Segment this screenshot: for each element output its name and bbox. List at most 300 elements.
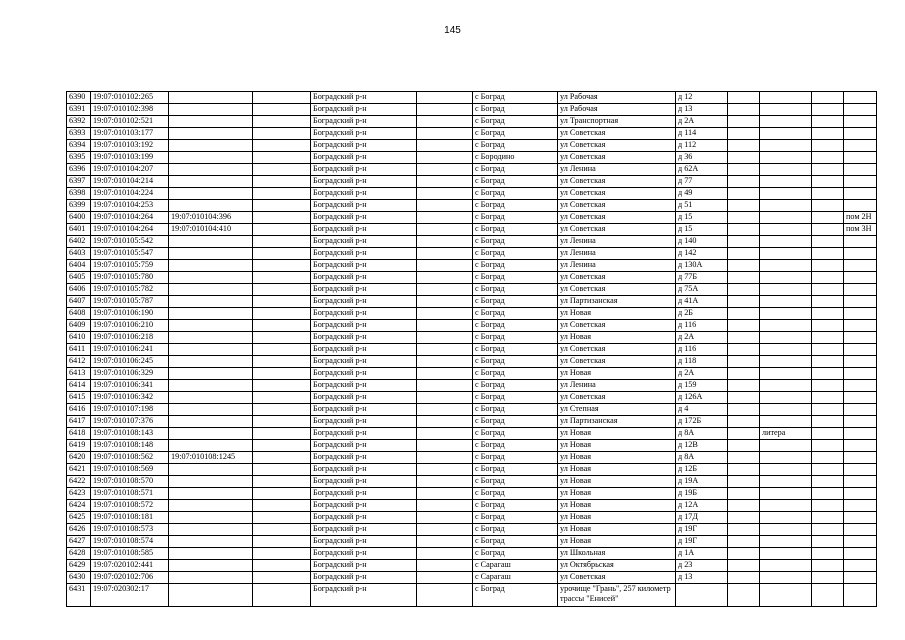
table-cell xyxy=(760,464,812,476)
table-cell: ул Новая xyxy=(558,500,676,512)
table-cell: ул Рабочая xyxy=(558,104,676,116)
table-cell xyxy=(728,356,760,368)
table-cell xyxy=(812,500,844,512)
table-cell xyxy=(760,416,812,428)
table-row xyxy=(67,272,877,284)
table-row xyxy=(67,536,877,548)
table-cell xyxy=(812,416,844,428)
table-cell: с Боград xyxy=(473,140,558,152)
table-cell: 19:07:010104:224 xyxy=(91,188,169,200)
table-cell xyxy=(760,332,812,344)
table-cell xyxy=(253,404,311,416)
table-cell: 19:07:010106:341 xyxy=(91,380,169,392)
table-cell xyxy=(169,344,253,356)
table-cell xyxy=(253,584,311,607)
table-cell xyxy=(169,296,253,308)
table-cell: д 142 xyxy=(676,248,728,260)
table-cell: д 51 xyxy=(676,200,728,212)
register-body xyxy=(67,92,877,607)
table-row xyxy=(67,572,877,584)
table-cell: 19:07:010107:376 xyxy=(91,416,169,428)
table-cell xyxy=(253,308,311,320)
table-cell: с Боград xyxy=(473,356,558,368)
table-cell xyxy=(253,152,311,164)
table-cell xyxy=(812,512,844,524)
table-cell xyxy=(169,512,253,524)
table-row xyxy=(67,344,877,356)
table-cell: с Боград xyxy=(473,284,558,296)
table-cell xyxy=(169,488,253,500)
table-cell xyxy=(253,464,311,476)
table-cell xyxy=(760,476,812,488)
table-cell xyxy=(417,380,473,392)
table-cell xyxy=(812,320,844,332)
table-cell xyxy=(253,284,311,296)
table-cell: с Боград xyxy=(473,440,558,452)
table-cell: ул Ленина xyxy=(558,164,676,176)
table-cell: д 13 xyxy=(676,104,728,116)
table-cell: 19:07:010102:521 xyxy=(91,116,169,128)
table-cell: ул Транспортная xyxy=(558,116,676,128)
table-cell: ул Советская xyxy=(558,344,676,356)
table-cell xyxy=(169,392,253,404)
table-cell: Боградский р-н xyxy=(311,212,417,224)
table-cell xyxy=(844,392,877,404)
table-cell: ул Советская xyxy=(558,272,676,284)
table-cell: 19:07:010108:573 xyxy=(91,524,169,536)
table-cell: 6415 xyxy=(67,392,91,404)
table-cell xyxy=(760,380,812,392)
table-cell xyxy=(812,200,844,212)
table-cell xyxy=(417,524,473,536)
table-cell xyxy=(253,500,311,512)
table-cell xyxy=(760,560,812,572)
table-cell: ул Ленина xyxy=(558,248,676,260)
table-cell: Боградский р-н xyxy=(311,548,417,560)
table-cell: с Боград xyxy=(473,260,558,272)
table-cell: ул Октябрьская xyxy=(558,560,676,572)
table-cell xyxy=(812,536,844,548)
table-cell: д 172Б xyxy=(676,416,728,428)
table-cell xyxy=(760,164,812,176)
table-cell: д 2А xyxy=(676,116,728,128)
table-cell xyxy=(417,260,473,272)
table-cell xyxy=(417,164,473,176)
table-cell: Боградский р-н xyxy=(311,260,417,272)
table-cell: Боградский р-н xyxy=(311,476,417,488)
table-cell xyxy=(728,308,760,320)
table-cell xyxy=(812,296,844,308)
table-cell: 19:07:010106:241 xyxy=(91,344,169,356)
table-cell xyxy=(676,584,728,607)
table-cell: ул Советская xyxy=(558,392,676,404)
table-cell xyxy=(417,584,473,607)
table-cell xyxy=(169,236,253,248)
table-row xyxy=(67,128,877,140)
table-cell: ул Новая xyxy=(558,368,676,380)
table-cell: с Боград xyxy=(473,116,558,128)
table-cell: ул Ленина xyxy=(558,260,676,272)
table-cell xyxy=(253,356,311,368)
table-cell xyxy=(844,584,877,607)
table-cell: д 41А xyxy=(676,296,728,308)
table-row xyxy=(67,392,877,404)
table-cell: с Боград xyxy=(473,416,558,428)
table-cell: ул Новая xyxy=(558,308,676,320)
table-cell xyxy=(844,200,877,212)
table-cell xyxy=(844,404,877,416)
table-cell: 19:07:010106:329 xyxy=(91,368,169,380)
table-cell: ул Новая xyxy=(558,464,676,476)
table-cell xyxy=(812,572,844,584)
table-cell: ул Новая xyxy=(558,476,676,488)
table-cell xyxy=(844,476,877,488)
table-cell: ул Советская xyxy=(558,224,676,236)
table-cell: д 12 xyxy=(676,92,728,104)
table-cell: Боградский р-н xyxy=(311,452,417,464)
table-cell: 19:07:010108:148 xyxy=(91,440,169,452)
table-cell xyxy=(728,416,760,428)
table-cell: литера xyxy=(760,428,812,440)
table-cell: Боградский р-н xyxy=(311,428,417,440)
table-cell: с Боград xyxy=(473,476,558,488)
table-cell: 6396 xyxy=(67,164,91,176)
table-row xyxy=(67,104,877,116)
table-cell: 19:07:010108:571 xyxy=(91,488,169,500)
table-cell: с Боград xyxy=(473,236,558,248)
table-cell xyxy=(253,476,311,488)
table-cell xyxy=(417,272,473,284)
table-cell xyxy=(417,488,473,500)
table-cell xyxy=(417,104,473,116)
table-cell: ул Советская xyxy=(558,572,676,584)
table-cell xyxy=(728,116,760,128)
table-cell: с Боград xyxy=(473,176,558,188)
table-cell: с Боград xyxy=(473,344,558,356)
table-cell xyxy=(728,512,760,524)
table-cell xyxy=(253,368,311,380)
table-cell xyxy=(844,248,877,260)
table-cell xyxy=(728,428,760,440)
table-cell: 6410 xyxy=(67,332,91,344)
table-cell: ул Советская xyxy=(558,152,676,164)
table-cell: 19:07:010102:265 xyxy=(91,92,169,104)
table-cell xyxy=(812,464,844,476)
table-cell xyxy=(812,548,844,560)
table-cell: Боградский р-н xyxy=(311,224,417,236)
table-cell: 19:07:010104:253 xyxy=(91,200,169,212)
table-cell xyxy=(844,488,877,500)
table-row xyxy=(67,404,877,416)
table-cell: с Боград xyxy=(473,584,558,607)
table-cell: 19:07:010104:264 xyxy=(91,212,169,224)
table-cell: д 62А xyxy=(676,164,728,176)
table-cell xyxy=(417,188,473,200)
table-cell: 19:07:010106:190 xyxy=(91,308,169,320)
table-cell: с Боград xyxy=(473,224,558,236)
table-cell: 6403 xyxy=(67,248,91,260)
table-cell: Боградский р-н xyxy=(311,176,417,188)
table-cell: 19:07:010105:782 xyxy=(91,284,169,296)
table-cell xyxy=(728,248,760,260)
table-cell: Боградский р-н xyxy=(311,572,417,584)
table-cell: Боградский р-н xyxy=(311,404,417,416)
table-cell: с Боград xyxy=(473,380,558,392)
table-cell xyxy=(417,452,473,464)
table-cell: с Боград xyxy=(473,164,558,176)
table-cell: 6409 xyxy=(67,320,91,332)
table-cell xyxy=(253,104,311,116)
table-cell: д 8А xyxy=(676,428,728,440)
table-cell: ул Советская xyxy=(558,356,676,368)
table-cell xyxy=(812,92,844,104)
table-cell xyxy=(760,296,812,308)
table-cell xyxy=(844,320,877,332)
table-cell: 19:07:010108:181 xyxy=(91,512,169,524)
table-cell xyxy=(760,320,812,332)
table-cell xyxy=(760,152,812,164)
table-cell: Боградский р-н xyxy=(311,188,417,200)
table-cell: 6408 xyxy=(67,308,91,320)
table-cell xyxy=(417,128,473,140)
table-cell: ул Советская xyxy=(558,188,676,200)
table-cell xyxy=(812,236,844,248)
table-cell xyxy=(812,488,844,500)
table-cell xyxy=(812,152,844,164)
table-cell xyxy=(812,164,844,176)
table-cell xyxy=(728,188,760,200)
table-cell xyxy=(728,140,760,152)
table-cell: 6428 xyxy=(67,548,91,560)
table-cell: 19:07:010103:177 xyxy=(91,128,169,140)
table-cell xyxy=(728,260,760,272)
table-cell xyxy=(253,512,311,524)
table-cell xyxy=(844,236,877,248)
table-cell xyxy=(844,440,877,452)
table-cell xyxy=(844,140,877,152)
table-cell xyxy=(728,392,760,404)
table-cell xyxy=(253,452,311,464)
table-cell xyxy=(169,476,253,488)
table-cell: 6418 xyxy=(67,428,91,440)
table-row xyxy=(67,116,877,128)
table-cell: с Боград xyxy=(473,248,558,260)
table-cell: с Боград xyxy=(473,488,558,500)
table-cell: Боградский р-н xyxy=(311,296,417,308)
table-cell: с Боград xyxy=(473,212,558,224)
table-cell: 6397 xyxy=(67,176,91,188)
table-cell xyxy=(728,104,760,116)
table-cell xyxy=(760,512,812,524)
table-cell: с Сарагаш xyxy=(473,560,558,572)
table-cell: Боградский р-н xyxy=(311,236,417,248)
table-cell: с Боград xyxy=(473,332,558,344)
table-cell: 6424 xyxy=(67,500,91,512)
table-cell: ул Новая xyxy=(558,332,676,344)
table-cell: 19:07:010108:574 xyxy=(91,536,169,548)
table-cell: Боградский р-н xyxy=(311,440,417,452)
table-cell: ул Новая xyxy=(558,488,676,500)
table-cell xyxy=(844,116,877,128)
table-cell xyxy=(728,344,760,356)
table-cell: д 17Д xyxy=(676,512,728,524)
table-cell xyxy=(844,260,877,272)
table-cell xyxy=(812,128,844,140)
table-cell: д 36 xyxy=(676,152,728,164)
table-cell xyxy=(728,368,760,380)
table-cell xyxy=(417,152,473,164)
table-cell: ул Советская xyxy=(558,320,676,332)
table-cell xyxy=(417,476,473,488)
table-cell: 19:07:010103:192 xyxy=(91,140,169,152)
table-cell: 19:07:010104:264 xyxy=(91,224,169,236)
table-cell xyxy=(169,428,253,440)
table-cell xyxy=(253,260,311,272)
table-cell xyxy=(844,380,877,392)
table-cell xyxy=(812,140,844,152)
table-cell: с Боград xyxy=(473,452,558,464)
table-cell: д 13 xyxy=(676,572,728,584)
table-cell xyxy=(728,584,760,607)
table-row xyxy=(67,476,877,488)
table-cell: Боградский р-н xyxy=(311,512,417,524)
table-cell: 19:07:010108:569 xyxy=(91,464,169,476)
table-cell: 19:07:010102:398 xyxy=(91,104,169,116)
table-cell xyxy=(760,344,812,356)
table-cell: 6413 xyxy=(67,368,91,380)
table-cell: Боградский р-н xyxy=(311,308,417,320)
table-cell xyxy=(728,164,760,176)
table-cell: с Сарагаш xyxy=(473,572,558,584)
table-cell: 6416 xyxy=(67,404,91,416)
table-cell xyxy=(728,284,760,296)
table-cell xyxy=(417,284,473,296)
table-cell: 6421 xyxy=(67,464,91,476)
table-cell xyxy=(169,116,253,128)
table-cell: д 116 xyxy=(676,344,728,356)
table-cell xyxy=(728,236,760,248)
table-cell xyxy=(417,320,473,332)
table-cell: с Боград xyxy=(473,428,558,440)
table-cell xyxy=(169,188,253,200)
table-cell xyxy=(728,440,760,452)
table-cell xyxy=(812,104,844,116)
table-cell xyxy=(253,572,311,584)
table-cell xyxy=(760,356,812,368)
table-cell xyxy=(760,500,812,512)
table-cell xyxy=(760,308,812,320)
table-cell xyxy=(760,284,812,296)
table-cell xyxy=(169,200,253,212)
table-cell xyxy=(760,392,812,404)
table-cell: ул Новая xyxy=(558,536,676,548)
table-row xyxy=(67,164,877,176)
table-cell: Боградский р-н xyxy=(311,140,417,152)
table-cell: ул Степная xyxy=(558,404,676,416)
table-cell xyxy=(417,560,473,572)
table-cell: 19:07:010104:396 xyxy=(169,212,253,224)
table-cell: 6429 xyxy=(67,560,91,572)
table-cell xyxy=(169,140,253,152)
table-cell xyxy=(417,248,473,260)
table-cell: 6402 xyxy=(67,236,91,248)
table-cell: Боградский р-н xyxy=(311,332,417,344)
table-cell xyxy=(253,224,311,236)
table-cell xyxy=(812,356,844,368)
table-cell xyxy=(253,416,311,428)
table-cell xyxy=(844,452,877,464)
table-cell: Боградский р-н xyxy=(311,92,417,104)
table-cell: ул Советская xyxy=(558,200,676,212)
table-cell xyxy=(169,320,253,332)
table-cell xyxy=(844,272,877,284)
table-cell: д 8А xyxy=(676,452,728,464)
table-cell xyxy=(844,500,877,512)
table-cell: д 112 xyxy=(676,140,728,152)
table-cell xyxy=(728,452,760,464)
table-row xyxy=(67,368,877,380)
table-cell xyxy=(728,488,760,500)
table-cell xyxy=(169,152,253,164)
table-cell: Боградский р-н xyxy=(311,392,417,404)
table-cell xyxy=(812,308,844,320)
table-cell xyxy=(844,416,877,428)
table-cell xyxy=(169,128,253,140)
table-cell xyxy=(169,284,253,296)
table-cell: д 12В xyxy=(676,440,728,452)
table-cell xyxy=(812,428,844,440)
table-cell: Боградский р-н xyxy=(311,104,417,116)
table-cell: с Боград xyxy=(473,104,558,116)
table-cell xyxy=(169,176,253,188)
table-cell xyxy=(417,368,473,380)
table-cell xyxy=(760,572,812,584)
table-cell: ул Новая xyxy=(558,524,676,536)
table-row xyxy=(67,200,877,212)
table-cell xyxy=(760,236,812,248)
table-cell xyxy=(812,212,844,224)
table-cell xyxy=(812,248,844,260)
table-cell xyxy=(169,560,253,572)
table-cell xyxy=(253,164,311,176)
table-row xyxy=(67,488,877,500)
table-cell xyxy=(253,320,311,332)
table-cell: 6405 xyxy=(67,272,91,284)
table-cell: Боградский р-н xyxy=(311,380,417,392)
table-cell: 6398 xyxy=(67,188,91,200)
table-cell xyxy=(760,404,812,416)
table-cell xyxy=(253,332,311,344)
table-cell: 19:07:020102:706 xyxy=(91,572,169,584)
table-cell xyxy=(169,92,253,104)
table-cell xyxy=(728,92,760,104)
table-cell: с Боград xyxy=(473,368,558,380)
table-cell xyxy=(417,200,473,212)
table-cell: Боградский р-н xyxy=(311,116,417,128)
table-cell: Боградский р-н xyxy=(311,128,417,140)
table-cell xyxy=(844,356,877,368)
table-cell xyxy=(844,512,877,524)
table-cell: с Боград xyxy=(473,320,558,332)
table-cell: д 19Б xyxy=(676,488,728,500)
table-cell xyxy=(812,440,844,452)
table-row xyxy=(67,512,877,524)
table-cell: 19:07:010104:207 xyxy=(91,164,169,176)
table-cell xyxy=(760,368,812,380)
table-cell xyxy=(760,548,812,560)
table-cell: д 49 xyxy=(676,188,728,200)
table-cell: Боградский р-н xyxy=(311,272,417,284)
